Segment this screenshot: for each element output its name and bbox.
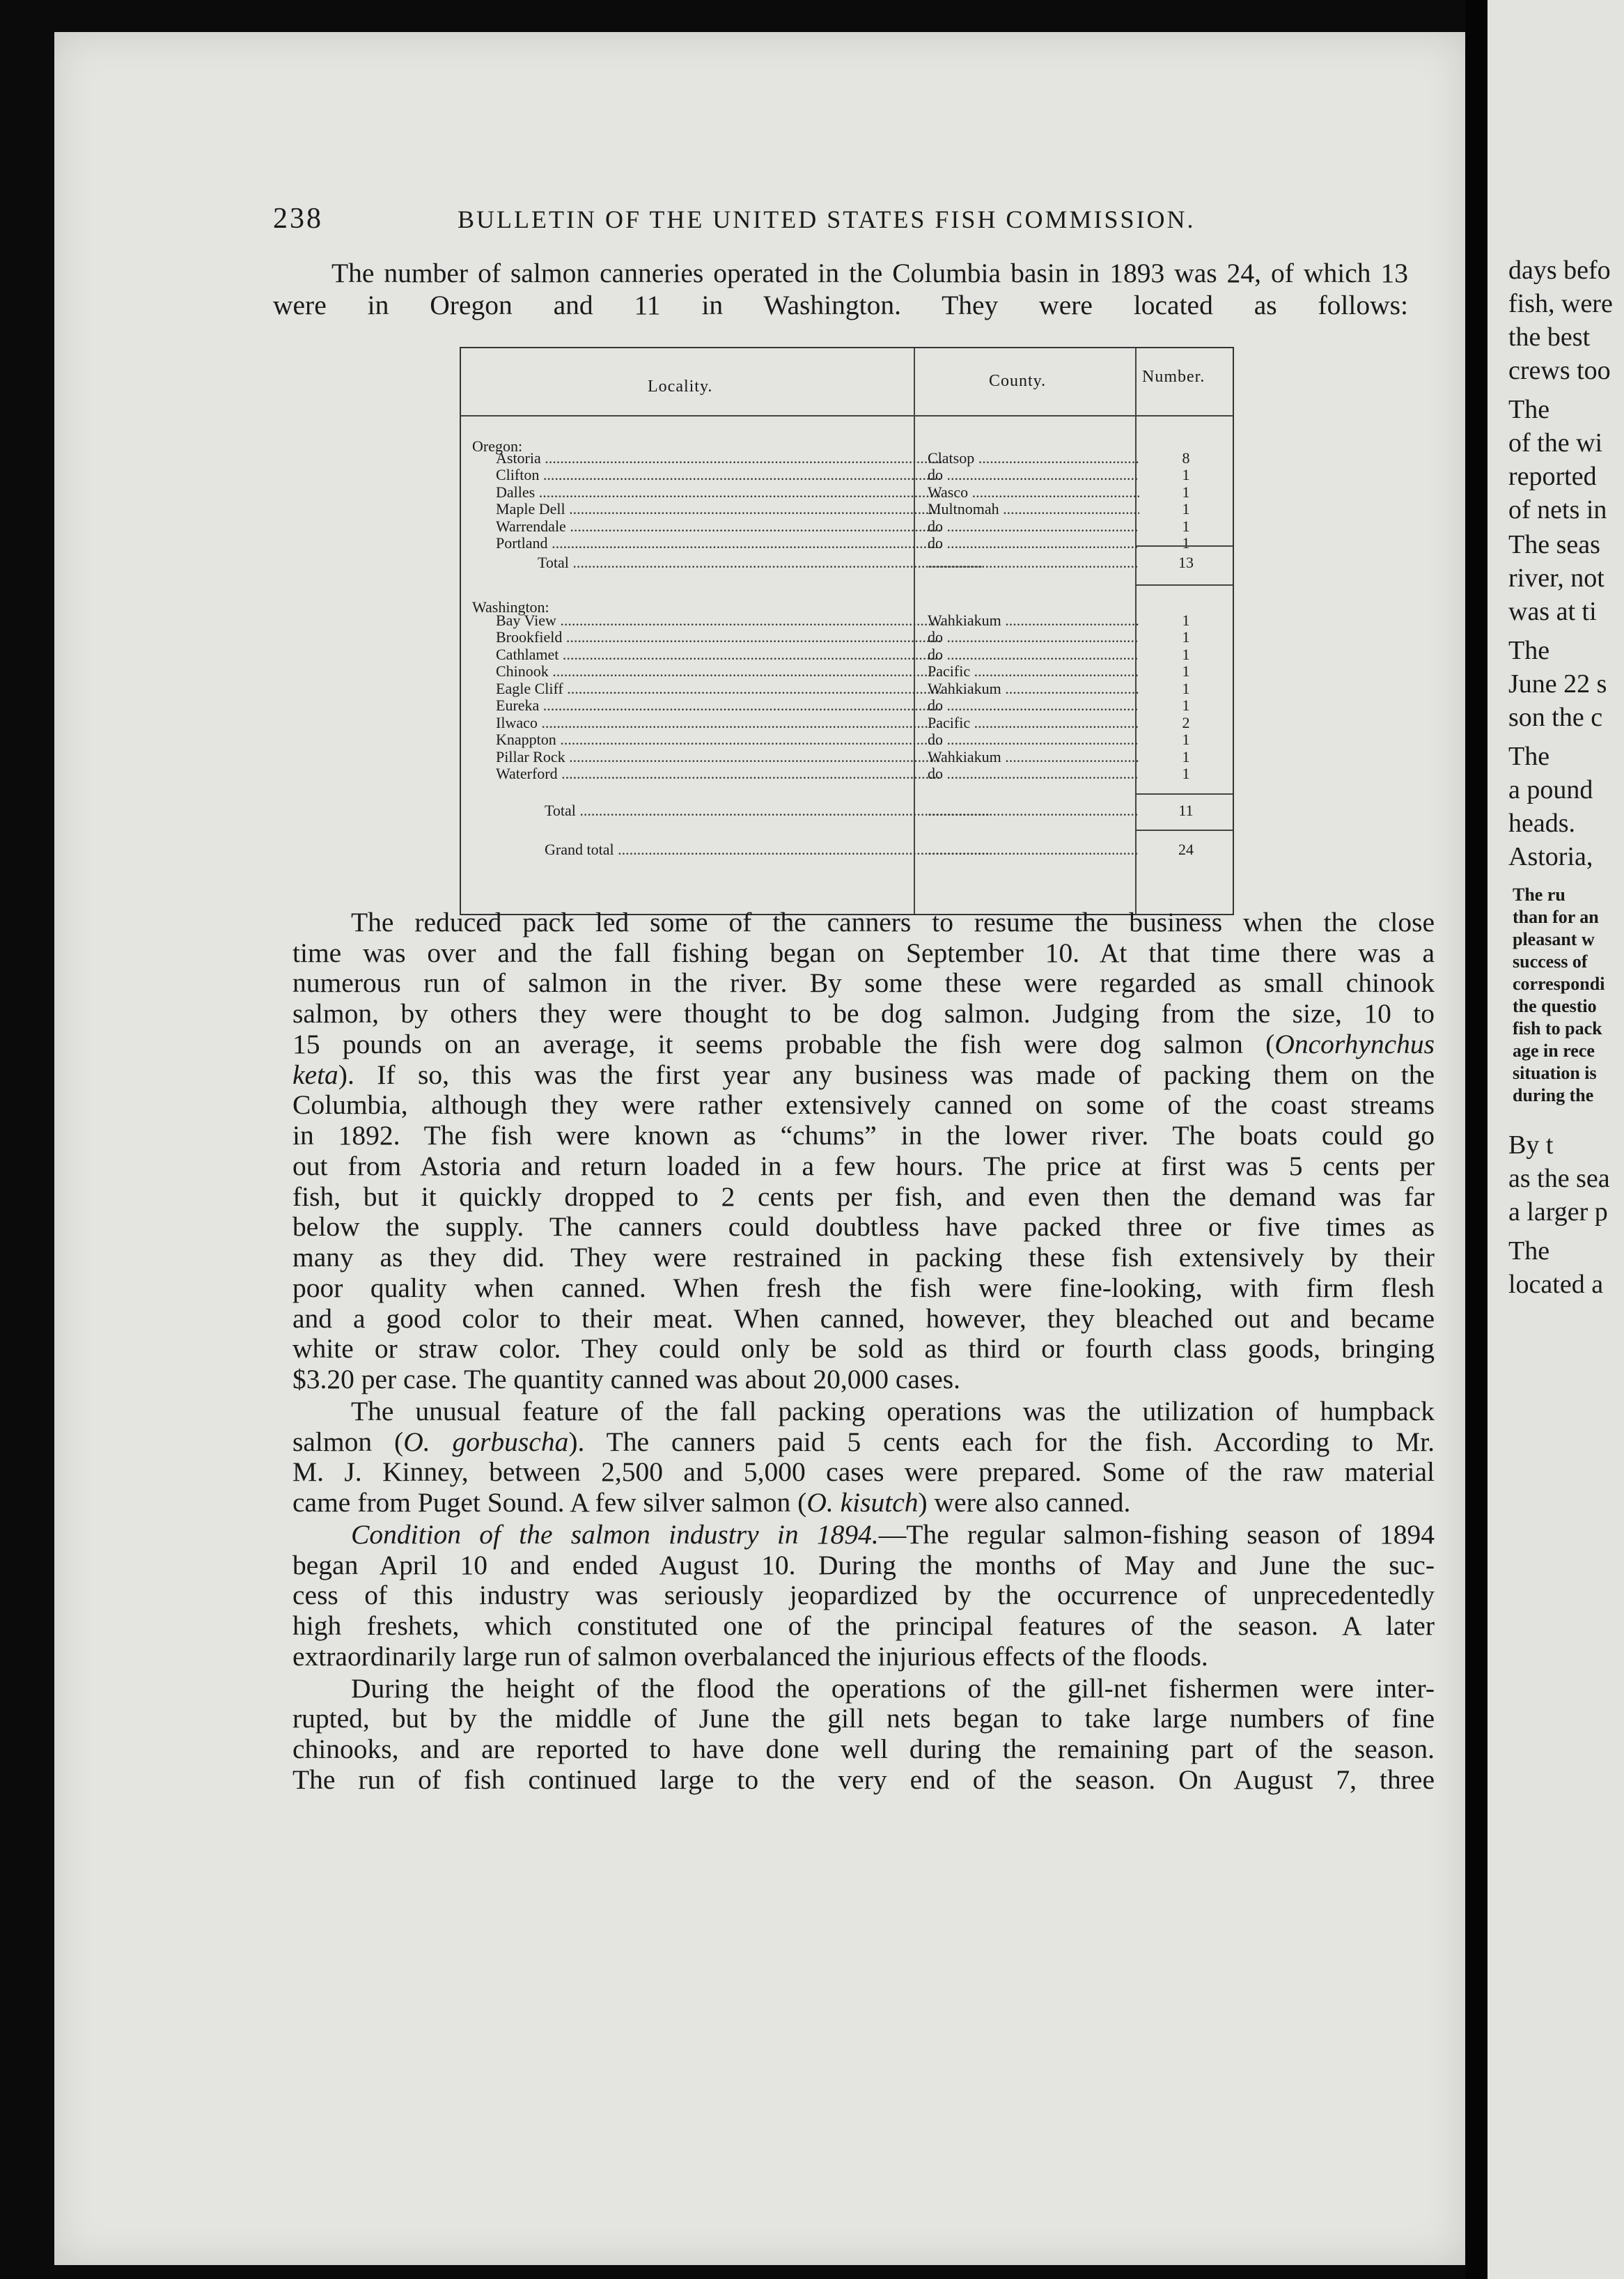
- text-line: [292, 1242, 1435, 1274]
- text-run: The reduced pack led some of the canners to resume the business when the close: [351, 907, 1435, 938]
- table-row: [461, 680, 1233, 697]
- row-county: Wahkiakum .....: [928, 748, 1139, 766]
- facing-page-line: of the wi: [1508, 428, 1603, 458]
- row-county: Clatsop .....: [928, 449, 1139, 467]
- facing-page-line: June 22 s: [1508, 669, 1607, 699]
- text-line: [292, 1580, 1435, 1612]
- facing-page-note-line: age in rece: [1513, 1041, 1595, 1061]
- row-county: [928, 554, 1139, 572]
- text-run: and a good color to their meat. When canned, however, they bleached out and became: [292, 1302, 1435, 1334]
- facing-page-note-line: during the: [1513, 1085, 1594, 1105]
- text-line: [292, 1426, 1435, 1459]
- text-run: time was over and the fall fishing began on September 10. At that time there was a: [292, 937, 1435, 968]
- subtotal-rule: [1135, 584, 1233, 586]
- row-county: Wahkiakum .....: [928, 612, 1139, 630]
- text-run: salmon (: [292, 1426, 404, 1457]
- page-header: [273, 202, 1492, 244]
- row-county: Wahkiakum .....: [928, 680, 1139, 698]
- facing-page-note-line: correspondi: [1513, 974, 1605, 994]
- text-line: [292, 998, 1435, 1030]
- row-county: do .....: [928, 731, 1139, 749]
- facing-page-line: fish, were: [1508, 289, 1613, 318]
- facing-page-line: By t: [1508, 1130, 1554, 1160]
- text-line: [292, 1703, 1435, 1735]
- text-line: [292, 1029, 1435, 1061]
- row-locality: Brookfield .....: [461, 628, 942, 646]
- facing-page: [1488, 0, 1624, 2279]
- text-run: came from Puget Sound. A few silver salmon (: [292, 1487, 807, 1518]
- row-number: 1: [1182, 679, 1190, 697]
- text-run: chinooks, and are reported to have done well during the remaining part of the season.: [292, 1733, 1435, 1764]
- text-line: [292, 1273, 1435, 1305]
- row-number: 24: [1178, 840, 1194, 858]
- row-locality: Total .....: [461, 802, 990, 820]
- text-run: During the height of the flood the operations of the gill-net fishermen were inter-: [351, 1672, 1435, 1704]
- header-number: Number.: [1142, 368, 1205, 386]
- row-locality: Washington:: [472, 598, 549, 616]
- table-row: [461, 534, 1233, 551]
- table-row: [461, 518, 1233, 534]
- row-county: do .....: [928, 765, 1139, 783]
- row-locality: Maple Dell .....: [461, 500, 942, 518]
- text-run: below the supply. The canners could doubtless have packed three or five times as: [292, 1211, 1435, 1243]
- text-run: numerous run of salmon in the river. By some these were regarded as small chinook: [292, 967, 1435, 999]
- text-run: M. J. Kinney, between 2,500 and 5,000 cases were prepared. Some of the raw material: [292, 1456, 1435, 1488]
- text-run: 15 pounds on an average, it seems probable the fish were dog salmon (: [292, 1028, 1275, 1059]
- page-number: 238: [273, 203, 323, 235]
- text-run: salmon, by others they were thought to be dog salmon. Judging from the size, 10 to: [292, 998, 1435, 1029]
- facing-page-line: The: [1508, 742, 1550, 771]
- text-line: [292, 1456, 1435, 1488]
- row-county: [928, 841, 1139, 859]
- row-number: 1: [1182, 500, 1190, 518]
- intro-paragraph: The number of salmon canneries operated in the Columbia basin in 1893 was 24, of which 13 were in Oregon and 11 in Washington. They were located as follows:: [273, 258, 1408, 320]
- row-locality: Cathlamet .....: [461, 646, 942, 664]
- table-header-rule: [461, 415, 1233, 417]
- row-locality: Total .....: [461, 554, 983, 572]
- row-number: 1: [1182, 534, 1190, 552]
- text-line: [351, 907, 1435, 939]
- text-run: began April 10 and ended August 10. During the months of May and June the suc-: [292, 1549, 1435, 1580]
- row-locality: Pillar Rock .....: [461, 748, 942, 766]
- text-line: [292, 1641, 1435, 1673]
- table-row: [461, 500, 1233, 517]
- row-county: do .....: [928, 466, 1139, 484]
- row-county: do .....: [928, 628, 1139, 646]
- facing-page-line: The: [1508, 395, 1550, 424]
- facing-page-note-line: The ru: [1513, 885, 1566, 905]
- facing-page-line: river, not: [1508, 563, 1605, 593]
- text-run: cess of this industry was seriously jeopardized by the occurrence of unprecedentedly: [292, 1580, 1435, 1611]
- text-run: many as they did. They were restrained in packing these fish extensively by their: [292, 1242, 1435, 1273]
- text-run: ) were also canned.: [918, 1487, 1131, 1518]
- text-run: Columbia, although they were rather extensively canned on some of the coast streams: [292, 1089, 1435, 1121]
- facing-page-line: heads.: [1508, 809, 1576, 838]
- table-row: [461, 466, 1233, 483]
- text-line: [292, 1181, 1435, 1213]
- row-county: do .....: [928, 646, 1139, 664]
- row-locality: Bay View .....: [461, 612, 942, 630]
- text-line: [292, 1364, 1435, 1396]
- table-row: [461, 662, 1233, 679]
- row-county: Wasco .....: [928, 483, 1139, 501]
- text-line: [292, 967, 1435, 1000]
- text-line: [351, 1396, 1435, 1428]
- row-county: Pacific .....: [928, 662, 1139, 680]
- text-run: Oncorhynchus: [1274, 1028, 1435, 1059]
- text-run: O. gorbuscha: [403, 1426, 569, 1457]
- text-run: out from Astoria and return loaded in a few hours. The price at first was 5 cents per: [292, 1150, 1435, 1181]
- row-number: 1: [1182, 697, 1190, 714]
- text-run: ). The canners paid 5 cents each for the fish. According to Mr.: [568, 1426, 1435, 1457]
- row-number: 1: [1182, 483, 1190, 501]
- row-locality: Knappton .....: [461, 731, 942, 749]
- row-county: Multnomah .....: [928, 500, 1139, 518]
- row-number: 1: [1182, 628, 1190, 646]
- text-run: high freshets, which constituted one of the principal features of the season. A later: [292, 1610, 1435, 1642]
- text-run: white or straw color. They could only be sold as third or fourth class goods, bringing: [292, 1333, 1435, 1364]
- text-line: [292, 1120, 1435, 1152]
- row-locality: Grand total .....: [461, 841, 990, 859]
- row-locality: Dalles .....: [461, 483, 942, 501]
- text-run: ). If so, this was the first year any business was made of packing them on the: [338, 1059, 1435, 1090]
- table-row: [461, 731, 1233, 747]
- text-line: [292, 1303, 1435, 1335]
- table-row: [461, 628, 1233, 645]
- table-row: [461, 748, 1233, 765]
- row-locality: Clifton .....: [461, 466, 942, 484]
- row-number: 1: [1182, 662, 1190, 680]
- facing-page-line: days befo: [1508, 256, 1611, 285]
- table-row: [461, 483, 1233, 500]
- facing-page-line: The seas: [1508, 530, 1600, 559]
- subtotal-rule: [1135, 793, 1233, 795]
- total-row: [461, 802, 1233, 818]
- facing-page-note-line: pleasant w: [1513, 929, 1595, 949]
- text-run: The unusual feature of the fall packing operations was the utilization of humpback: [351, 1395, 1435, 1426]
- row-county: do .....: [928, 534, 1139, 552]
- row-county: do .....: [928, 697, 1139, 715]
- text-line: [292, 1734, 1435, 1766]
- row-county: Pacific .....: [928, 714, 1139, 732]
- facing-page-line: The: [1508, 1236, 1550, 1266]
- row-locality: Waterford .....: [461, 765, 942, 783]
- row-locality: Astoria .....: [461, 449, 942, 467]
- facing-page-line: Astoria,: [1508, 842, 1593, 871]
- text-run: keta: [292, 1059, 338, 1090]
- text-run: extraordinarily large run of salmon overbalanced the injurious effects of the floods.: [292, 1640, 1208, 1672]
- row-locality: Oregon:: [472, 437, 523, 455]
- facing-page-note-line: fish to pack: [1513, 1018, 1602, 1039]
- facing-page-note-line: situation is: [1513, 1063, 1597, 1083]
- text-run: O. kisutch: [806, 1487, 919, 1518]
- table-row: [461, 714, 1233, 731]
- facing-page-line: a pound: [1508, 775, 1593, 804]
- row-number: 1: [1182, 611, 1190, 629]
- row-number: 1: [1182, 731, 1190, 748]
- running-title: BULLETIN OF THE UNITED STATES FISH COMMISSION.: [458, 205, 1196, 233]
- row-number: 1: [1182, 645, 1190, 663]
- row-county: do .....: [928, 518, 1139, 536]
- text-line: [292, 1089, 1435, 1121]
- subtotal-rule: [1135, 830, 1233, 831]
- table-row: [461, 646, 1233, 662]
- text-line: [292, 1764, 1435, 1796]
- canneries-table: [460, 347, 1234, 915]
- row-number: 13: [1178, 554, 1194, 571]
- text-line: [292, 1059, 1435, 1091]
- text-run: poor quality when canned. When fresh the fish were fine-looking, with firm flesh: [292, 1272, 1435, 1303]
- text-run: $3.20 per case. The quantity canned was about 20,000 cases.: [292, 1364, 961, 1395]
- row-locality: Ilwaco .....: [461, 714, 942, 732]
- text-line: [292, 1610, 1435, 1642]
- facing-page-line: as the sea: [1508, 1164, 1610, 1193]
- table-row: [461, 765, 1233, 781]
- facing-page-line: the best: [1508, 322, 1591, 352]
- facing-page-line: located a: [1508, 1270, 1604, 1299]
- subtotal-rule: [1135, 545, 1233, 547]
- table-row: [461, 697, 1233, 713]
- text-run: fish, but it quickly dropped to 2 cents per fish, and even then the demand was far: [292, 1181, 1435, 1212]
- header-locality: Locality.: [648, 378, 713, 396]
- table-row: [461, 612, 1233, 628]
- row-number: 1: [1182, 517, 1190, 535]
- text-run: rupted, but by the middle of June the gill nets began to take large numbers of fine: [292, 1703, 1435, 1734]
- row-number: 2: [1182, 713, 1190, 731]
- text-line: [351, 1673, 1435, 1705]
- text-line: [351, 1519, 1435, 1551]
- row-locality: Portland .....: [461, 534, 942, 552]
- row-county: [928, 802, 1139, 820]
- text-line: [292, 1550, 1435, 1582]
- text-line: [292, 1211, 1435, 1243]
- facing-page-note-line: success of: [1513, 951, 1588, 972]
- row-number: 8: [1182, 449, 1190, 467]
- row-locality: Eagle Cliff .....: [461, 680, 942, 698]
- text-line: [292, 1487, 1435, 1519]
- facing-page-note-line: than for an: [1513, 907, 1599, 927]
- row-number: 1: [1182, 765, 1190, 782]
- facing-page-line: was at ti: [1508, 597, 1597, 626]
- grand-total-row: [461, 841, 1233, 857]
- text-line: [292, 938, 1435, 970]
- row-locality: Eureka .....: [461, 697, 942, 715]
- header-county: County.: [989, 372, 1047, 390]
- total-row: [461, 554, 1233, 570]
- facing-page-note-line: the questio: [1513, 996, 1597, 1016]
- text-line: [292, 1333, 1435, 1365]
- facing-page-line: crews too: [1508, 356, 1611, 385]
- facing-page-line: reported: [1508, 462, 1597, 491]
- table-row: [461, 449, 1233, 466]
- row-locality: Chinook .....: [461, 662, 942, 680]
- text-run: in 1892. The fish were known as “chums” in the lower river. The boats could go: [292, 1120, 1435, 1151]
- facing-page-line: a larger p: [1508, 1197, 1608, 1227]
- row-number: 1: [1182, 466, 1190, 483]
- text-line: [292, 1151, 1435, 1183]
- row-number: 1: [1182, 747, 1190, 765]
- text-run: —The regular salmon-fishing season of 1894: [878, 1518, 1435, 1550]
- book-spine: [1465, 0, 1488, 2279]
- section-heading: Condition of the salmon industry in 1894.: [351, 1518, 879, 1550]
- facing-page-line: son the c: [1508, 703, 1603, 732]
- row-locality: Warrendale .....: [461, 518, 942, 536]
- facing-page-line: of nets in: [1508, 495, 1607, 524]
- text-run: The run of fish continued large to the very end of the season. On August 7, three: [292, 1764, 1435, 1795]
- facing-page-line: The: [1508, 636, 1550, 665]
- row-number: 11: [1178, 801, 1194, 819]
